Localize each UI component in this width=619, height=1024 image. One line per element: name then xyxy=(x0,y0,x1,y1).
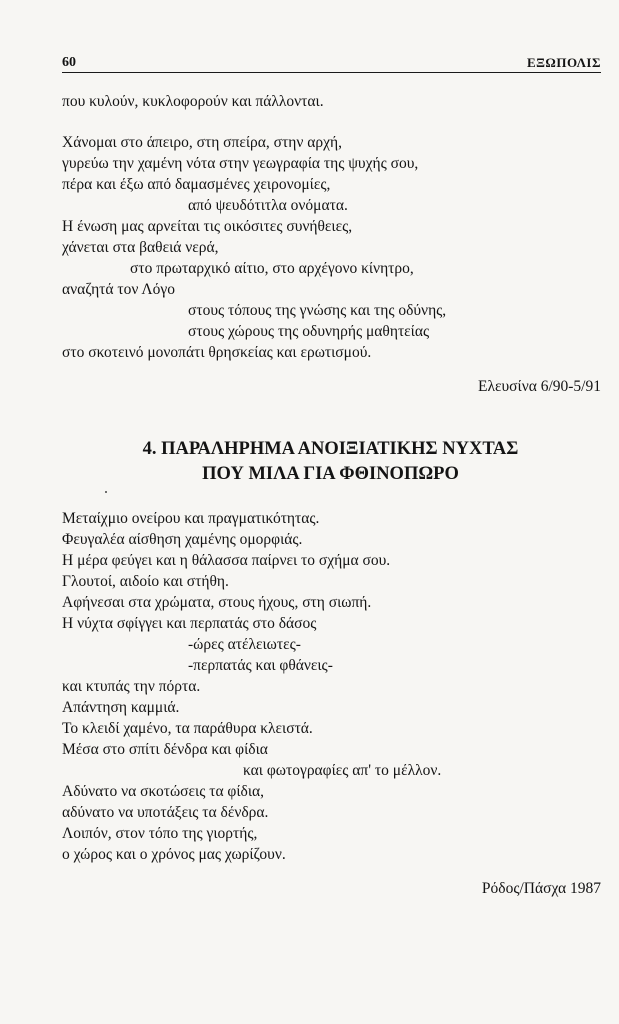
running-title: ΕΞΩΠΟΛΙΣ xyxy=(526,55,601,70)
poem-line: και κτυπάς την πόρτα. xyxy=(62,678,201,695)
page-header xyxy=(62,50,601,73)
poem-title-line-2: ΠΟΥ ΜΙΛΑ ΓΙΑ ΦΘΙΝΟΠΩΡΟ xyxy=(202,464,459,484)
poem-line: αδύνατο να υποτάξεις τα δένδρα. xyxy=(62,804,269,821)
poem-line: στο σκοτεινό μονοπάτι θρησκείας και ερωτισμού. xyxy=(62,344,372,361)
poem-line: στους χώρους της οδυνηρής μαθητείας xyxy=(188,323,430,340)
page-number: 60 xyxy=(62,55,76,70)
poem-line: Η νύχτα σφίγγει και περπατάς στο δάσος xyxy=(62,615,317,632)
poem-line: Μέσα στο σπίτι δένδρα και φίδια xyxy=(62,741,268,758)
poem-line: χάνεται στα βαθειά νερά, xyxy=(62,239,219,256)
poem-line: πέρα και έξω από δαμασμένες χειρονομίες, xyxy=(62,176,331,193)
poem-line: Απάντηση καμμιά. xyxy=(62,699,180,716)
place-date-signature: Ρόδος/Πάσχα 1987 xyxy=(481,880,601,897)
poem-line: και φωτογραφίες απ' το μέλλον. xyxy=(243,762,442,779)
poem-line: ο χώρος και ο χρόνος μας χωρίζουν. xyxy=(62,846,286,863)
poem-line: γυρεύω την χαμένη νότα στην γεωγραφία της ψυχής σου, xyxy=(62,155,419,172)
poem-line: -ώρες ατέλειωτες- xyxy=(188,636,301,653)
print-speck xyxy=(105,491,107,493)
poem-line: που κυλούν, κυκλοφορούν και πάλλονται. xyxy=(62,93,324,110)
poem-line: Η ένωση μας αρνείται τις οικόσιτες συνήθειες, xyxy=(62,218,353,235)
poem-line: Αδύνατο να σκοτώσεις τα φίδια, xyxy=(62,783,265,800)
poem-line: Γλουτοί, αιδοίο και στήθη. xyxy=(62,573,229,590)
poem-line: -περπατάς και φθάνεις- xyxy=(188,657,333,674)
poem-line: στο πρωταρχικό αίτιο, στο αρχέγονο κίνητρο, xyxy=(130,260,414,277)
poem-line: Μεταίχμιο ονείρου και πραγματικότητας. xyxy=(62,510,320,527)
poem-line: Η μέρα φεύγει και η θάλασσα παίρνει το σχήμα σου. xyxy=(62,552,391,569)
poem-line: Χάνομαι στο άπειρο, στη σπείρα, στην αρχή, xyxy=(62,134,342,151)
poem-title-line-1: 4. ΠΑΡΑΛΗΡΗΜΑ ΑΝΟΙΞΙΑΤΙΚΗΣ ΝΥΧΤΑΣ xyxy=(142,439,519,459)
poem-line: στους τόπους της γνώσης και της οδύνης, xyxy=(188,302,447,319)
poem-line: Λοιπόν, στον τόπο της γιορτής, xyxy=(62,825,258,842)
place-date-signature: Ελευσίνα 6/90-5/91 xyxy=(478,378,601,395)
poem-line: από ψευδότιτλα ονόματα. xyxy=(188,197,348,214)
poem-line: Αφήνεσαι στα χρώματα, στους ήχους, στη σιωπή. xyxy=(62,594,372,611)
poem-line: Φευγαλέα αίσθηση χαμένης ομορφιάς. xyxy=(62,531,303,548)
poem-line: Το κλειδί χαμένο, τα παράθυρα κλειστά. xyxy=(62,720,313,737)
poem-line: αναζητά τον Λόγο xyxy=(62,281,175,298)
